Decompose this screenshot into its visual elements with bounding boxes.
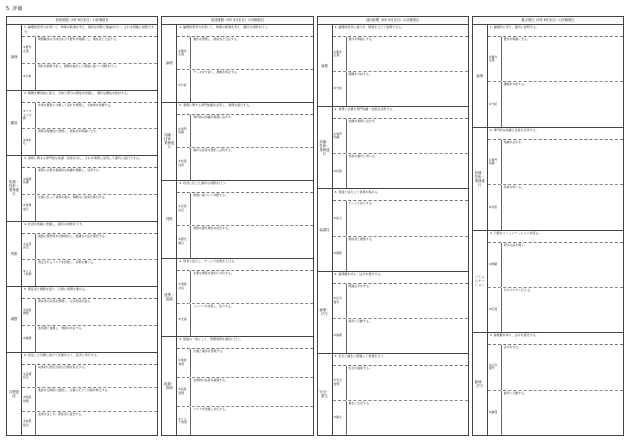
- criteria-list: [333, 284, 468, 353]
- evaluation-section: [318, 25, 468, 107]
- criteria-text: 法令を守る。: [503, 345, 522, 350]
- criteria-text: 相手の話を聞く。: [503, 242, 527, 247]
- criteria-row: [488, 82, 623, 126]
- criteria-row: [22, 260, 157, 286]
- criteria-row: [22, 195, 157, 221]
- criteria-row: [488, 185, 623, 229]
- evaluation-section: [318, 189, 468, 271]
- evaluation-section: [162, 103, 312, 181]
- criteria-row: [177, 271, 312, 304]
- evaluation-section: [318, 272, 468, 354]
- criteria-row: [177, 304, 312, 336]
- criteria-text: 情報を階層的に整理し、関係性を明確に示す。: [38, 129, 99, 134]
- criteria-text: 要件を明確にする。: [348, 37, 375, 41]
- criteria-row: [488, 243, 623, 288]
- criteria-label: ①法令遵守: [333, 284, 347, 318]
- criteria-row: [333, 201, 468, 236]
- criteria-row: [333, 237, 468, 271]
- criteria-row: [22, 64, 157, 90]
- section-description: 5. 関係者と調整を図り、円滑に業務を進める。: [22, 287, 157, 299]
- column-header: 前回前期（0年 6月末日）の評価項目: [318, 17, 468, 25]
- section-description: 2. 業務に関する専門知識を活用し、業務を遂行する。: [177, 103, 312, 115]
- criteria-text: リスクを把握し対応する。: [193, 406, 228, 411]
- criteria-row: [22, 37, 157, 64]
- criteria-text: 業務の優先順位を決定する。: [193, 225, 231, 230]
- criteria-label: ①専門知識: [333, 119, 347, 153]
- criteria-label: ②進捗管理: [22, 388, 36, 411]
- criteria-row: [177, 193, 312, 226]
- category-label: 倫理・法令: [318, 272, 333, 353]
- criteria-row: [177, 378, 312, 407]
- criteria-row: [177, 407, 312, 435]
- section-description: 3. 状況に応じた適切な判断を行う。: [177, 181, 312, 193]
- criteria-row: [333, 154, 468, 188]
- section-body: [488, 231, 623, 333]
- criteria-label: ②技術: [488, 185, 502, 229]
- criteria-row: [333, 319, 468, 353]
- criteria-label: ①進捗管理: [177, 349, 191, 377]
- criteria-text: 他部署と連携し、情報を共有する。: [38, 325, 85, 330]
- criteria-row: [22, 412, 157, 435]
- category-label: 論理: [318, 25, 333, 106]
- section-description: 3. 業務に関する専門的な知識・技術を有し、それを業務に活用して適切に遂行できる。: [22, 156, 157, 168]
- criteria-row: [333, 37, 468, 72]
- criteria-label: ①法令遵守: [488, 345, 502, 389]
- evaluation-section: [318, 107, 468, 189]
- criteria-label: ①専門知識: [177, 115, 191, 147]
- section-body: [488, 25, 623, 127]
- criteria-text: 関連法令を守る。: [348, 283, 372, 288]
- criteria-text: 作業を要素に分解して流れを整理し、全体像を把握する。: [38, 102, 114, 107]
- category-label: 知識・技術・業務遂行: [7, 156, 22, 221]
- evaluation-column: [472, 16, 624, 436]
- section-body: [22, 353, 157, 435]
- criteria-row: [333, 72, 468, 106]
- criteria-text: 課題を分析する。: [348, 72, 372, 77]
- criteria-label: ②倫理: [488, 391, 502, 435]
- section-body: [333, 354, 468, 435]
- criteria-row: [22, 326, 157, 352]
- criteria-label: ②品質管理: [177, 378, 191, 406]
- evaluation-section: [162, 25, 312, 103]
- column-header: 前回前期（0年 6月末日）の評価項目: [7, 17, 157, 25]
- evaluation-section: [318, 354, 468, 435]
- criteria-list: [488, 140, 623, 230]
- criteria-label: ②調整: [333, 237, 347, 271]
- criteria-row: [177, 37, 312, 70]
- evaluation-section: [7, 25, 157, 91]
- criteria-list: [488, 345, 623, 435]
- evaluation-section: [7, 287, 157, 353]
- evaluation-section: [473, 25, 623, 128]
- criteria-list: [177, 193, 312, 258]
- criteria-label: ①要件定義: [22, 37, 36, 63]
- category-label: 目標達成: [7, 353, 22, 435]
- criteria-label: ①基礎知識: [22, 168, 36, 194]
- criteria-list: [22, 103, 157, 156]
- section-body: [177, 103, 312, 180]
- evaluation-section: [162, 337, 312, 435]
- section-body: [177, 25, 312, 102]
- category-label: 知識・技術・業務遂行: [318, 107, 333, 188]
- criteria-label: ①専門知識: [488, 140, 502, 184]
- criteria-label: ①要件定義: [177, 37, 191, 69]
- section-description: 1. 論理的に考え、適切に説明する。: [488, 25, 623, 37]
- criteria-text: 技術を適切に用いる。: [348, 154, 378, 159]
- criteria-label: ②体系化: [22, 129, 36, 155]
- category-label: 連携・協調: [162, 259, 177, 336]
- evaluation-section: [7, 222, 157, 288]
- criteria-label: ②支援: [177, 304, 191, 336]
- section-body: [177, 337, 312, 435]
- criteria-text: 誠実に行動する。: [503, 390, 527, 395]
- evaluation-column: [6, 16, 158, 436]
- category-label: 知識・技術・業務遂行: [162, 103, 177, 180]
- criteria-label: ①利害調整: [22, 299, 36, 325]
- criteria-text: チームと協力する。: [348, 201, 375, 206]
- criteria-text: メンバーを支援し、協力する。: [193, 303, 234, 308]
- criteria-row: [177, 70, 312, 102]
- section-description: 2. 課題を構造的に捉え、全体と部分の関係を把握し、適切な構成を検討する。: [22, 91, 157, 103]
- section-body: [22, 156, 157, 221]
- criteria-row: [333, 284, 468, 319]
- section-description: 1. 論理的思考力を用いて、物事の筋道を考え、適切な判断と推論を行い、それを明確に説明できる。: [22, 25, 157, 37]
- column-header: 前回後期（0年 9月末日）の評価項目: [162, 17, 312, 25]
- section-description: 2. 業務に必要な専門知識・技術を活用する。: [333, 107, 468, 119]
- evaluation-column: [161, 16, 313, 436]
- section-body: [22, 91, 157, 156]
- criteria-list: [22, 365, 157, 435]
- section-body: [177, 181, 312, 258]
- criteria-text: 誠実に行動する。: [348, 318, 372, 323]
- criteria-list: [488, 243, 623, 333]
- criteria-label: ①要件定義: [333, 37, 347, 71]
- section-description: 5. 安全と衛生に配慮して業務を行う。: [333, 354, 468, 366]
- criteria-label: ②優先順位: [177, 226, 191, 258]
- category-label: 倫理・法令: [473, 333, 488, 435]
- section-body: [488, 128, 623, 230]
- criteria-row: [177, 115, 312, 148]
- evaluation-section: [7, 156, 157, 222]
- section-body: [333, 107, 468, 188]
- criteria-row: [22, 365, 157, 389]
- document-title: 5. 評価: [6, 6, 23, 12]
- criteria-label: ②業務遂行: [22, 195, 36, 221]
- criteria-label: ①要件定義: [488, 37, 502, 81]
- criteria-label: ②技術活用: [177, 148, 191, 180]
- criteria-label: ①プロセス分解: [22, 103, 36, 129]
- section-description: 1. 論理的思考力を用いて、物事の筋道を考え、適切な判断を行う。: [177, 25, 312, 37]
- criteria-text: 複数の選択肢を比較検討し、最適な方法を選択する。: [38, 233, 108, 238]
- section-body: [22, 287, 157, 352]
- category-label: 協調性: [318, 189, 333, 270]
- criteria-text: 必要な情報を適切に共有する。: [193, 270, 234, 275]
- criteria-label: ②分析: [488, 82, 502, 126]
- criteria-text: 要件を明確にする。: [503, 37, 530, 41]
- criteria-label: ②倫理: [333, 319, 347, 353]
- category-label: コミュニケーション: [473, 231, 488, 333]
- criteria-label: ②技術: [333, 154, 347, 188]
- evaluation-section: [473, 128, 623, 231]
- criteria-label: ②分析: [333, 72, 347, 106]
- evaluation-column: [317, 16, 469, 436]
- criteria-list: [333, 366, 468, 435]
- criteria-label: ①傾聴: [488, 243, 502, 287]
- category-label: 論理: [7, 25, 22, 90]
- criteria-text: 関係者と調整する。: [348, 236, 375, 241]
- criteria-list: [22, 299, 157, 352]
- criteria-text: 現状を調査分析し、課題を抽出して根拠に基づく判断を行う。: [38, 63, 119, 68]
- criteria-text: 専門的な知識を業務に活かす。: [193, 114, 234, 119]
- criteria-row: [177, 148, 312, 180]
- section-description: 1. 論理的思考に基づき、筋道を立てて説明できる。: [333, 25, 468, 37]
- criteria-text: 関係者の意見を整理し、合意形成を図る。: [38, 299, 93, 304]
- criteria-list: [177, 37, 312, 102]
- section-body: [333, 189, 468, 270]
- criteria-text: 成果をまとめ、関係者に報告する。: [38, 412, 85, 417]
- criteria-row: [22, 388, 157, 412]
- criteria-text: 進捗を定期的に確認し、必要に応じて計画を修正する。: [38, 388, 111, 393]
- section-description: 2. 専門的な知識と技術を活用する。: [488, 128, 623, 140]
- criteria-text: 問題解決の方向性を示す要件を明確にし、関係者と合意する。: [38, 37, 119, 41]
- criteria-label: ③リスク管理: [177, 407, 191, 435]
- criteria-text: 成果物の品質を確保する。: [193, 377, 228, 382]
- criteria-text: 要件を整理し、関係者と合意する。: [193, 37, 240, 41]
- criteria-list: [177, 271, 312, 336]
- evaluation-table: [6, 16, 624, 436]
- criteria-text: 業務に必要な基礎的な知識を理解し、活用する。: [38, 168, 102, 173]
- criteria-list: [22, 168, 157, 221]
- evaluation-section: [473, 333, 623, 435]
- criteria-text: 衛生に注意する。: [348, 400, 372, 405]
- criteria-label: ②リスク判断: [22, 260, 36, 286]
- criteria-row: [488, 140, 623, 185]
- criteria-list: [333, 201, 468, 270]
- criteria-label: ③成果報告: [22, 412, 36, 435]
- criteria-label: ①目標設定: [22, 365, 36, 388]
- criteria-text: 分かりやすく伝える。: [503, 287, 533, 292]
- criteria-label: ①協力: [333, 201, 347, 235]
- section-body: [22, 222, 157, 287]
- criteria-row: [333, 366, 468, 401]
- criteria-row: [333, 119, 468, 154]
- section-body: [333, 272, 468, 353]
- criteria-list: [177, 115, 312, 180]
- criteria-list: [177, 349, 312, 435]
- evaluation-section: [7, 353, 157, 435]
- criteria-label: ①安全管理: [333, 366, 347, 400]
- category-label: 論理: [473, 25, 488, 127]
- criteria-text: 技術を用いる。: [503, 185, 524, 190]
- evaluation-section: [473, 231, 623, 334]
- section-description: 3. 円滑なコミュニケーションを図る。: [488, 231, 623, 243]
- section-description: 6. 設定した目標に向けて計画を立て、着実に実行する。: [22, 353, 157, 365]
- criteria-list: [22, 37, 157, 90]
- section-description: 3. 周囲と協力して業務を進める。: [333, 189, 468, 201]
- criteria-text: 安全を確保する。: [348, 365, 372, 370]
- section-description: 4. 状況を的確に把握し、適切な判断を下す。: [22, 222, 157, 234]
- criteria-row: [22, 234, 157, 261]
- section-description: 4. 倫理観を持ち、法令を遵守する。: [488, 333, 623, 345]
- evaluation-section: [7, 91, 157, 157]
- criteria-text: 適切な技術を選択し活用する。: [193, 147, 234, 152]
- criteria-label: ①意思決定: [22, 234, 36, 260]
- criteria-label: ①情報共有: [177, 271, 191, 303]
- criteria-row: [488, 391, 623, 435]
- criteria-row: [22, 299, 157, 326]
- section-body: [333, 25, 468, 106]
- criteria-row: [22, 129, 157, 155]
- criteria-text: 計画に沿って業務を進め、期限内に成果を提出する。: [38, 194, 108, 199]
- criteria-row: [177, 226, 312, 258]
- category-label: 判断: [162, 181, 177, 258]
- criteria-list: [22, 234, 157, 287]
- criteria-label: ②分析: [22, 64, 36, 90]
- category-label: 調整: [7, 287, 22, 352]
- section-body: [177, 259, 312, 336]
- section-description: 4. 他者と協力し、チームで成果を上げる。: [177, 259, 312, 271]
- criteria-label: ②分析: [177, 70, 191, 102]
- section-description: 4. 倫理観を持ち、法令を遵守する。: [333, 272, 468, 284]
- criteria-text: データを分析し、課題を特定する。: [193, 69, 240, 74]
- category-label: 論理: [162, 25, 177, 102]
- criteria-text: 根拠に基づいて判断する。: [193, 192, 228, 197]
- category-label: 知識・技術・業務遂行: [473, 128, 488, 230]
- section-description: 5. 組織の一員として、管理業務を適切に行う。: [177, 337, 312, 349]
- criteria-label: ②連携: [22, 326, 36, 352]
- column-header: 重点項目（0年 6月末日）の評価項目: [473, 17, 623, 25]
- criteria-text: 知識を活かす。: [503, 139, 524, 144]
- criteria-row: [488, 37, 623, 82]
- criteria-list: [333, 119, 468, 188]
- criteria-text: 具体的で測定可能な目標を設定する。: [38, 364, 88, 369]
- criteria-list: [488, 37, 623, 127]
- section-body: [488, 333, 623, 435]
- section-body: [22, 25, 157, 90]
- criteria-text: 計画と進捗を管理する。: [193, 348, 226, 353]
- criteria-label: ①意思決定: [177, 193, 191, 225]
- criteria-list: [333, 37, 468, 106]
- category-label: 安全・衛生: [318, 354, 333, 435]
- category-label: 組織・管理: [162, 337, 177, 435]
- criteria-text: 想定されるリスクを評価し、対策を講じる。: [38, 260, 96, 265]
- criteria-row: [22, 168, 157, 195]
- criteria-label: ②伝達: [488, 288, 502, 332]
- criteria-row: [333, 401, 468, 435]
- criteria-row: [22, 103, 157, 130]
- criteria-row: [177, 349, 312, 378]
- evaluation-section: [162, 259, 312, 337]
- criteria-text: 課題を分析する。: [503, 82, 527, 87]
- criteria-label: ②衛生: [333, 401, 347, 435]
- criteria-row: [488, 345, 623, 390]
- evaluation-section: [162, 181, 312, 259]
- category-label: 構造: [7, 91, 22, 156]
- criteria-row: [488, 288, 623, 332]
- criteria-text: 知識を業務に活かす。: [348, 119, 378, 124]
- category-label: 判断: [7, 222, 22, 287]
